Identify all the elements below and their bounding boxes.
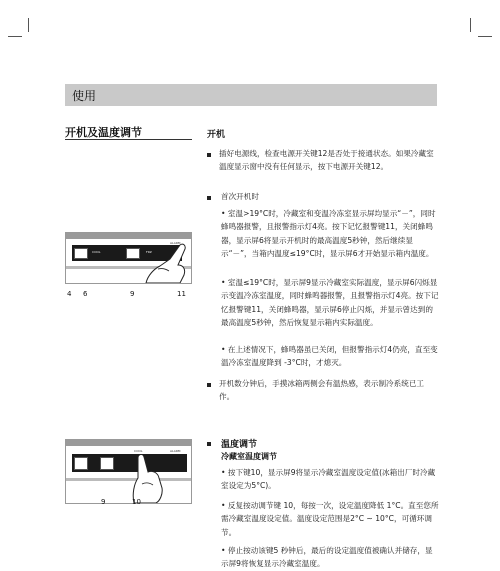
freezer-display	[74, 248, 88, 259]
bullet-square	[207, 383, 211, 387]
pressing-hand-icon	[136, 239, 191, 283]
panel-label: FRZ	[146, 250, 152, 254]
left-heading: 开机及温度调节	[65, 126, 142, 139]
panel-label: COOL	[134, 449, 143, 453]
pressing-hand-icon	[126, 448, 186, 503]
callout-label: 4	[67, 290, 72, 298]
first-time-label: 首次开机时	[221, 192, 259, 201]
section-banner	[65, 84, 437, 106]
high-room-temp-note: • 室温>19°C时，冷藏室和变温冷冻室显示屏均显示“－”，同时蜂鸣器报警，且报警指示灯4亮。按下记忆报警键11，关闭蜂鸣器，显示屏6将显示开机时的最高温度5秒钟，然后继续显示“－”，当箱内温度≤19°C时，显示屏6才开始显示箱内温度。	[221, 209, 436, 258]
crop-mark	[478, 36, 492, 37]
bullet-square	[207, 196, 211, 200]
heading-rule	[65, 139, 192, 140]
callout-label: 9	[101, 498, 106, 506]
crop-mark	[28, 18, 29, 32]
callout-label: 9	[130, 290, 135, 298]
fridge-temp-step-3: • 停止按动该键5 秒钟后，最后的设定温度值被确认并储存，显示屏9将恢复显示冷藏室温度。	[221, 546, 433, 569]
panel-top-strip	[66, 440, 191, 446]
bullet-square	[207, 153, 211, 157]
panel-label: ALARM	[170, 449, 181, 453]
callout-label: 10	[132, 498, 141, 506]
panel-label: ALARM	[170, 241, 181, 245]
control-panel-figure-2	[65, 439, 192, 504]
fridge-display	[100, 457, 114, 470]
panel-label: COOL	[92, 250, 101, 254]
fridge-temp-step-2: • 反复按动调节键 10，每按一次，设定温度降低 1°C。直至您所需冷藏室温度设定值。温度设定范围是2°C ~ 10°C，可循环调节。	[221, 501, 439, 537]
callout-label: 6	[83, 290, 88, 298]
power-switch-instruction: 插好电源线，检查电源开关键12是否处于接通状态。如果冷藏室温度显示窗中没有任何显示，按下电源开关键12。	[219, 149, 434, 172]
fridge-temp-subheading: 冷藏室温度调节	[221, 452, 277, 461]
freezer-display	[74, 457, 88, 470]
fridge-temp-step-1: • 按下键10，显示屏9将显示冷藏室温度设定值(冰箱出厂时冷藏室设定为5°C)。	[221, 468, 436, 491]
section-title: 使用	[72, 89, 97, 103]
control-panel-figure-1	[65, 232, 192, 284]
power-on-heading: 开机	[207, 130, 226, 140]
alarm-indicator-note: • 在上述情况下，蜂鸣器虽已关闭，但报警指示灯4仍亮，直至变温冷冻室温度降到 -3°C时，才熄灭。	[221, 345, 438, 368]
cooling-system-note: 开机数分钟后，手摸冰箱两侧会有温热感，表示制冷系统已工作。	[219, 379, 425, 402]
crop-mark	[8, 36, 22, 37]
bullet-square	[207, 442, 211, 446]
callout-label: 11	[177, 290, 186, 298]
crop-mark	[470, 18, 471, 32]
low-room-temp-note: • 室温≤19°C时，显示屏9显示冷藏室实际温度，显示屏6闪烁显示变温冷冻室温度，同时蜂鸣器报警，且报警指示灯4亮。按下记忆报警键11，关闭蜂鸣器，显示屏6停止闪烁，并显示曾达到的最高温度5秒钟，然后恢复显示箱内实际温度。	[221, 278, 439, 327]
temp-adjust-heading: 温度调节	[221, 440, 258, 450]
